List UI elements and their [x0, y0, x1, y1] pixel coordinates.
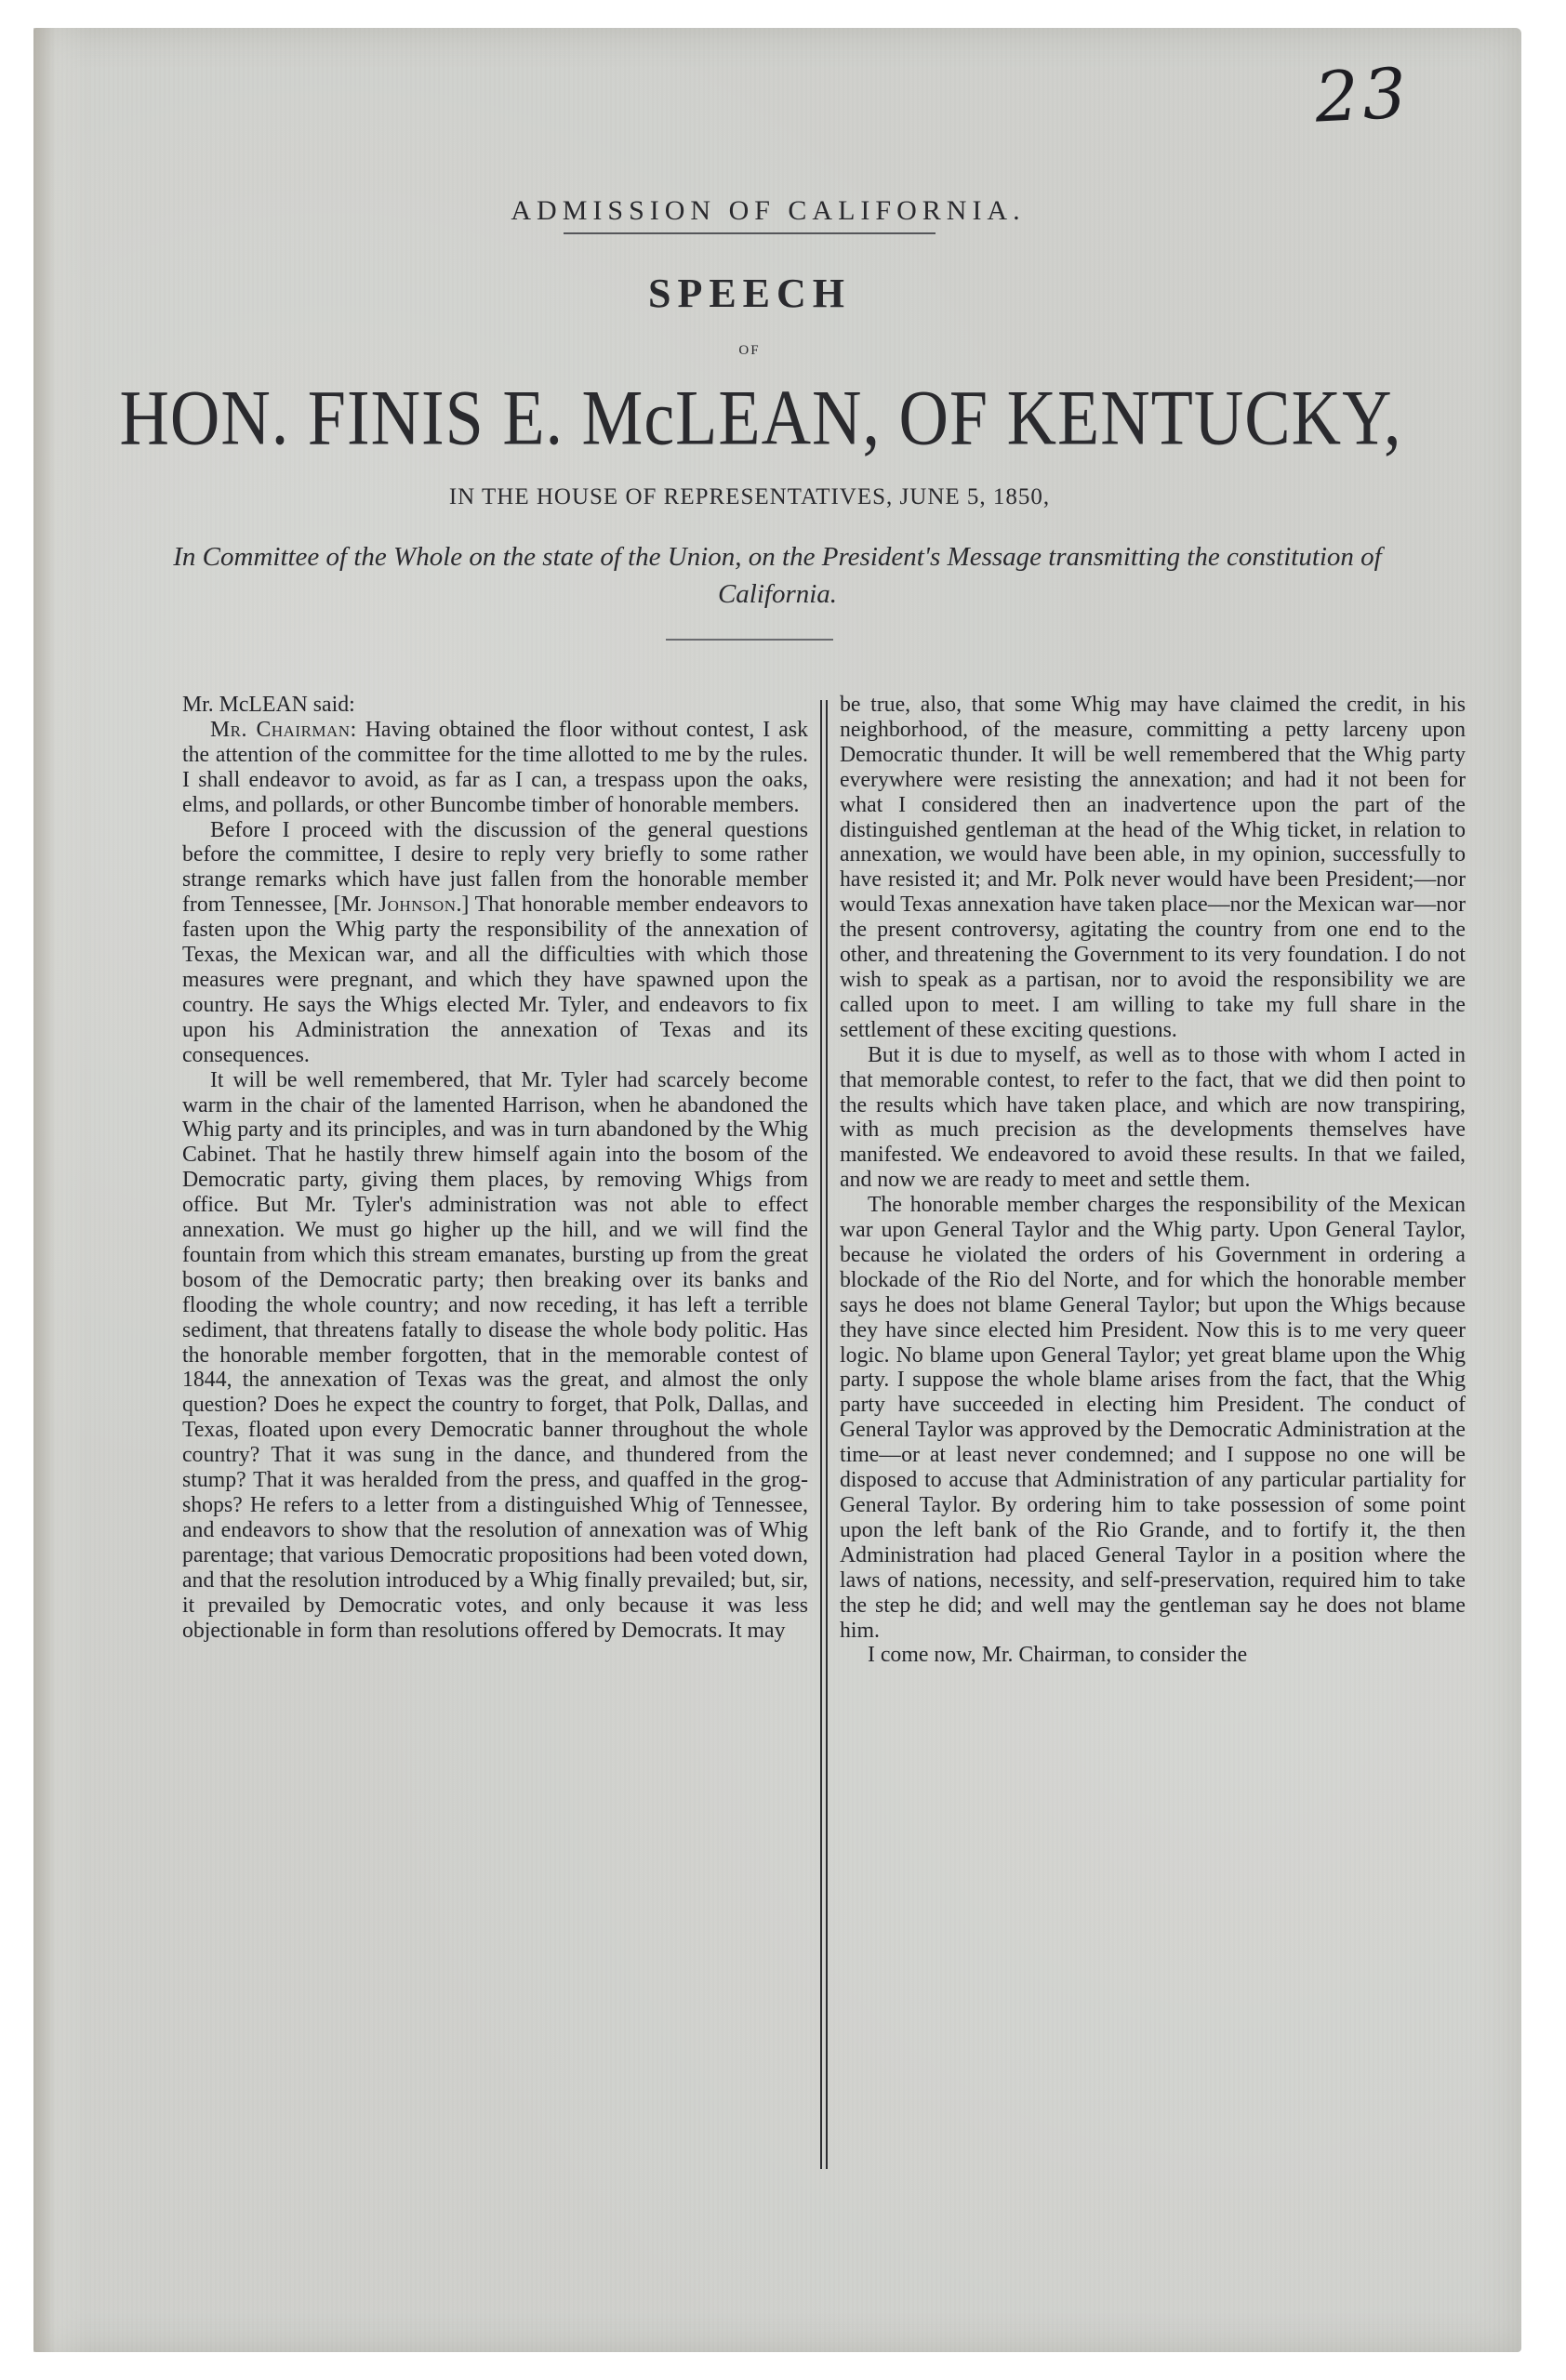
paragraph: The honorable member charges the responsibility of the Mexican war upon General Taylor and the Whig party. Upon General Taylor, because he violated the orders of his Government in ordering a blockade of the Rio del Norte, and for which the honorable member says he does not blame General Taylor; but upon the Whigs because they have since elected him President. Now this is to me very queer logic. No blame upon General Taylor; yet great blame upon the Whig party. I suppose the whole blame arises from the fact, that the Whig party have succeeded in electing him President. The conduct of General Taylor was approved by the Democratic Administration at the time—or at least never condemned; and I suppose no one will be disposed to accuse that Administration of any particular partiality for General Taylor. By ordering him to take possession of some point upon the left bank of the Rio Grande, and to fortify it, the then Administration had placed General Taylor in a position where the laws of nations, necessity, and self-preservation, required him to take the step he did; and well may the gentleman say he does not blame him. — [840, 1193, 1466, 1643]
column-divider — [820, 700, 828, 2169]
title-underline — [564, 232, 936, 234]
of-label: OF — [738, 343, 761, 358]
paragraph: But it is due to myself, as well as to those with whom I acted in that memorable contest, to refer to the fact, that we did then point to the results which have taken place, and which are now transpiring, with as much precision as the developments themselves have manifested. We endeavored to avoid these results. In that we failed, and now we are ready to meet and settle them. — [840, 1042, 1466, 1193]
paragraph-text: .] That honorable member endeavors to fasten upon the Whig party the responsibility of the annexation of Texas, the Mexican war, and all the difficulties with which those measures were pregnant, and which they have spawned upon the country. He says the Whigs elected Mr. Tyler, and endeavors to fix upon his Administration the annexation of Texas and its consequences. — [182, 892, 808, 1067]
speech-label: SPEECH — [647, 271, 852, 316]
paragraph: be true, also, that some Whig may have claimed the credit, in his neighborhood, of the measure, committing a petty larceny upon Democratic thunder. It will be well remembered that the Whig party everywhere were resisting the annexation; and had it not been for what I considered then an inadvertence upon the part of the distinguished gentleman at the head of the Whig ticket, in relation to annexation, we would have been able, in my opinion, successfully to have resisted it; and Mr. Polk never would have been President;—nor would Texas annexation have taken place—nor the Mexican war—nor the present controversy, agitating the country from one end to the other, and threatening the Government to its very foundation. I do not wish to speak as a partisan, nor to avoid the responsibility we are called upon to meet. I am willing to take my full share in the settlement of these exciting questions. — [840, 693, 1466, 1042]
handwritten-page-number: 23 — [1312, 53, 1413, 139]
right-column — [840, 693, 1466, 2189]
document-page — [33, 28, 1521, 2352]
member-name: Johnson — [378, 892, 457, 918]
salutation: Mr. Chairman: — [210, 717, 357, 742]
paragraph — [182, 718, 808, 818]
paragraph-text: Before I proceed with the discussion of the general questions before the committee, I desire to reply very briefly to some rather strange remarks which have just fallen from the honorable member from Tennessee, [Mr. — [182, 817, 808, 918]
speaker-intro: Mr. McLEAN said: — [182, 693, 355, 717]
venue-date-line: IN THE HOUSE OF REPRESENTATIVES, JUNE 5, 1850, — [448, 484, 1051, 509]
paragraph — [182, 818, 808, 1068]
paragraph: It will be well remembered, that Mr. Tyler had scarcely become warm in the chair of the lamented Harrison, when he abandoned the Whig party and its principles, and was in turn abandoned by the Whig Cabinet. That he hastily threw himself again into the bosom of the Democratic party, giving them places, by removing Whigs from office. But Mr. Tyler's administration was not able to effect annexation. We must go higher up the hill, and we will find the fountain from which this stream emanates, bursting up from the great bosom of the Democratic party; then breaking over its banks and flooding the whole country; and now receding, it has left a terrible sediment, that threatens fatally to disease the whole body politic. Has the honorable member forgotten, that in the memorable contest of 1844, the annexation of Texas was the great, and almost the only question? Does he expect the country to forget, that Polk, Dallas, and Texas, floated upon every Democratic banner throughout the whole country? That it was sung in the dance, and thundered from the stump? That it was heralded from the press, and quaffed in the grog-shops? He refers to a letter from a distinguished Whig of Tennessee, and endeavors to show that the resolution of annexation was of Whig parentage; that various Democratic propositions had been voted down, and that the resolution introduced by a Whig finally prevailed; but, sir, it prevailed by Democratic votes, and only because it was less objectionable in form than resolutions offered by Democrats. It may — [182, 1067, 808, 1643]
document-header — [33, 195, 1521, 641]
paragraph-text: Having obtained the floor without contest, I ask the attention of the committee for the time allotted to me by the rules. I shall endeavor to avoid, as far as I can, a trespass upon the oaks, elms, and pollards, or other Buncombe timber of honorable members. — [182, 717, 808, 817]
header-divider — [666, 639, 833, 641]
subtitle: In Committee of the Whole on the state of the Union, on the President's Message transmitting the constitution of California. — [173, 542, 1382, 609]
running-title: ADMISSION OF CALIFORNIA. — [511, 195, 1026, 226]
body-columns — [182, 693, 1466, 2189]
paragraph: I come now, Mr. Chairman, to consider the — [868, 1643, 1248, 1668]
left-column — [182, 693, 808, 2189]
speaker-name: HON. FINIS E. McLEAN, OF KENTUCKY, — [119, 374, 1402, 463]
